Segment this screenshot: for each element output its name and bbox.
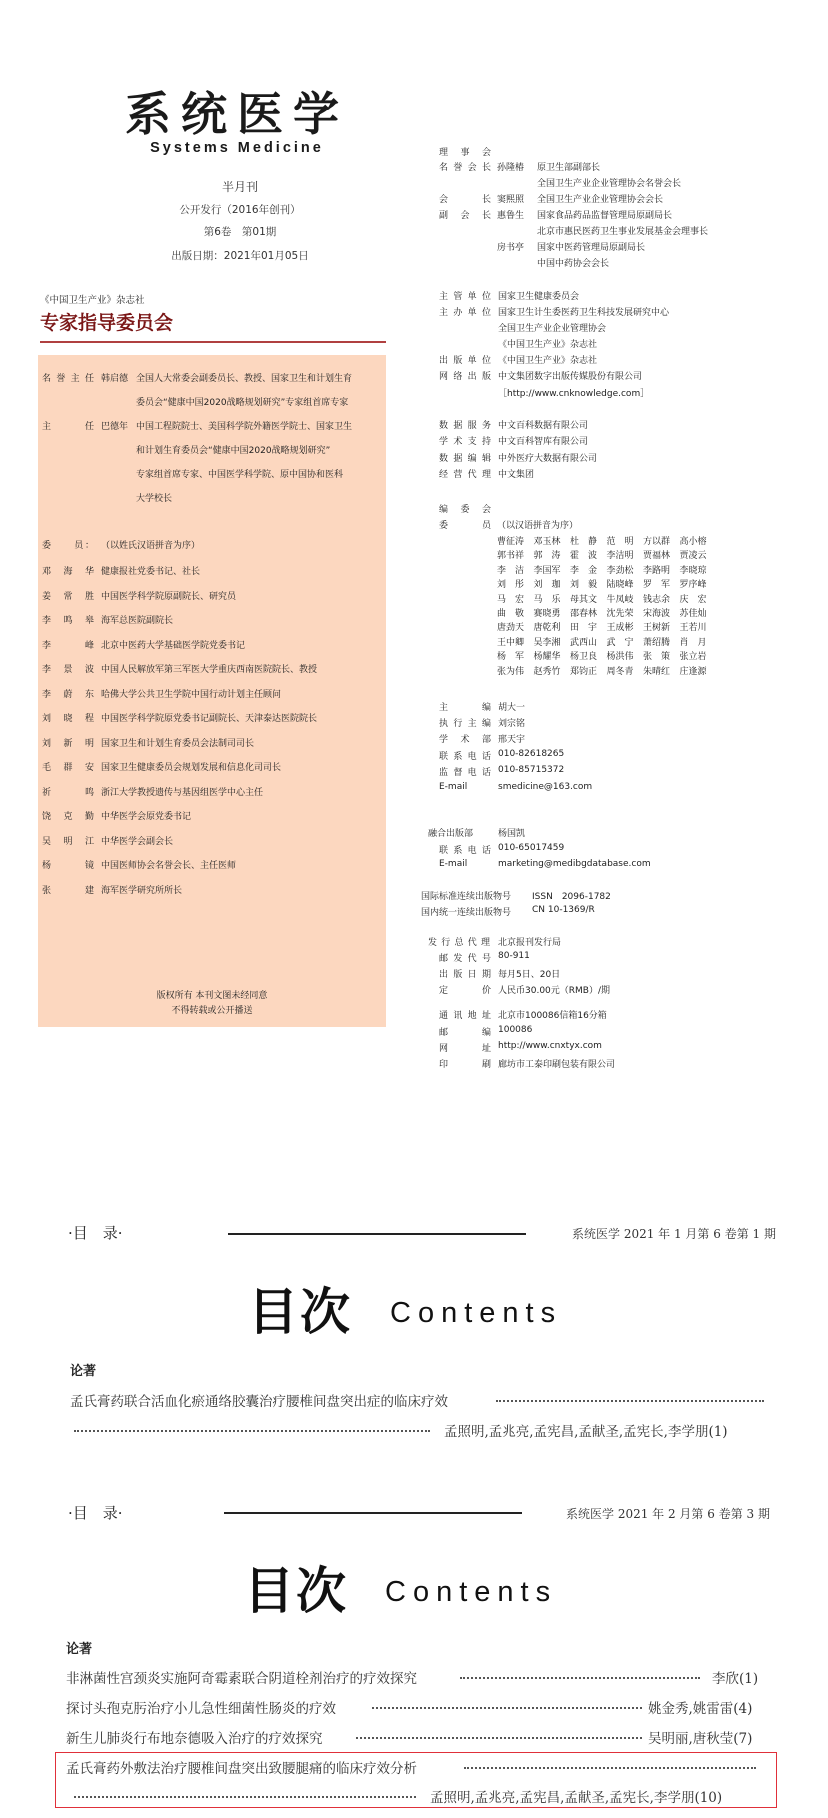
members-label: 委 员： [42,541,94,551]
member-desc: 中华医学会原党委书记 [101,812,192,822]
member-desc: 国家卫生和计划生育委员会法制司司长 [101,738,255,749]
online-label: 网络出版 [439,372,491,382]
volume-info: 第6卷 第01期 [203,226,277,238]
board-member-name: 赛晓勇 [533,608,561,619]
email-label: E-mail [439,782,468,792]
sponsor-value-3: 《中国卫生产业》杂志社 [498,340,598,350]
toc2-entry-title-1[interactable]: 非淋菌性宫颈炎实施阿奇霉素联合阴道栓剂治疗的疗效探究 [66,1671,417,1687]
zip-value: 100086 [498,1025,533,1035]
honorary-director-desc-2: 委员会“健康中国2020战略规划研究”专家组首席专家 [136,398,349,408]
toc2-issue-info: 系统医学 2021 年 2 月第 6 卷第 3 期 [566,1507,770,1521]
board-member-name: 李路明 [643,565,671,576]
member-desc: 海军总医院副院长 [101,616,174,626]
member-desc: 中国医师协会名誉会长、主任医师 [101,861,237,871]
supervise-label: 监督电话 [439,768,491,778]
competent-label: 主管单位 [439,292,491,302]
toc1-leader-dots-1 [496,1394,764,1402]
magazine-name: 《中国卫生产业》杂志社 [40,295,145,306]
honorary-director-label: 名誉主任 [42,374,94,384]
toc2-section-label: 论著 [66,1642,93,1657]
committee-title: 专家指导委员会 [40,312,174,334]
publisher-value: 《中国卫生产业》杂志社 [498,356,598,366]
chief-editor-label: 主 编 [439,703,491,713]
honorary-president-desc-1: 原卫生部副部长 [537,163,601,173]
board-member-name: 王若川 [679,623,707,634]
member-desc: 中国医学科学院原副院长、研究员 [101,591,237,602]
board-row [497,620,716,634]
member-name: 杨 镜 [42,861,94,871]
member-name: 刘晓程 [42,714,94,724]
member-desc: 海军医学研究所所长 [101,885,183,896]
board-member-name: 唐劲天 [497,623,525,634]
exec-editor-label: 执行主编 [439,719,491,729]
board-member-name: 郑钧正 [570,666,598,677]
toc2-mulu-heading: ·目 录· [68,1504,123,1522]
member-name: 李景波 [42,665,94,675]
director-desc-2: 和计划生育委员会“健康中国2020战略规划研究” [136,446,331,456]
supervise-value: 010-85715372 [498,765,565,775]
board-member-name: 杨卫良 [570,652,598,663]
toc2-entry-title-2[interactable]: 探讨头孢克肟治疗小儿急性细菌性肠炎的疗效 [66,1701,336,1717]
pubdate-value: 每月5日、20日 [498,970,561,980]
agency-value: 中文集团 [498,470,535,480]
toc2-highlight-dots-2 [74,1790,416,1798]
toc1-section-label: 论著 [70,1364,97,1379]
frequency: 半月刊 [221,180,258,194]
email-value[interactable]: smedicine@163.com [498,782,593,792]
toc2-entry-authors-2: 姚金秀,姚雷雷(4) [648,1701,753,1717]
media-label: 融合出版部 [428,829,474,839]
board-member-name: 武西山 [570,637,598,648]
board-member-name: 王树新 [643,623,671,634]
member-name: 李 峰 [42,640,94,651]
toc2-highlight-title[interactable]: 孟氏膏药外敷法治疗腰椎间盘突出致腰腿痛的临床疗效分析 [66,1761,417,1777]
toc2-highlight-authors: 孟照明,孟兆亮,孟宪昌,孟献圣,孟宪长,李学朋(10) [430,1790,723,1806]
board-member-name: 沈先荣 [606,608,634,619]
member-desc: 中国人民解放军第三军医大学重庆西南医院院长、教授 [101,665,318,675]
board-row [497,635,716,649]
board-member-name: 罗 军 [643,580,671,591]
member-desc: 中华医学会副会长 [101,836,174,847]
director-desc-3: 专家组首席专家、中国医学科学院、原中国协和医科 [136,470,344,480]
academic-support-label: 学术支持 [439,437,491,447]
member-name: 李蔚东 [42,689,94,700]
agency-label: 经营代理 [439,470,491,480]
journal-logo-title: 系统医学 [125,87,349,141]
price-value: 人民币30.00元（RMB）/期 [498,986,610,996]
media-phone-value: 010-65017459 [498,843,565,853]
toc2-contents: Contents [385,1576,558,1608]
board-member-name: 吴李湘 [533,637,561,648]
toc1-leader-dots-2 [74,1424,430,1432]
board-members-grid [497,534,716,678]
board-member-name: 李 洁 [497,565,525,576]
board-member-name: 邵春林 [570,608,598,619]
director-desc-4: 大学校长 [136,494,173,504]
journal-logo-subtitle: Systems Medicine [150,140,324,156]
data-service-label: 数据服务 [439,421,491,431]
board-member-name: 张 策 [643,652,671,663]
board-member-name: 方以群 [643,537,671,547]
board-member-name: 李国军 [533,565,561,576]
price-label: 定 价 [439,986,491,996]
board-member-name: 肖 月 [679,637,707,648]
president-label: 会 长 [439,195,491,205]
board-member-name: 郭 涛 [533,551,561,562]
board-member-name: 杨 军 [497,652,525,663]
honorary-director-name: 韩启德 [101,374,129,384]
member-desc: 健康报社党委书记、社长 [101,567,201,577]
vice-president-2-desc-1: 国家中医药管理局原副局长 [537,243,646,253]
board-member-name: 周冬青 [606,666,634,677]
members-note: （以姓氏汉语拼音为序） [101,541,201,551]
toc2-highlight-dots-1 [464,1761,756,1769]
honorary-president-label: 名誉会长 [439,163,491,173]
board-member-name: 赵秀竹 [533,666,561,677]
board-row [497,548,716,562]
member-name: 邓海华 [42,567,94,577]
member-desc: 哈佛大学公共卫生学院中国行动计划主任顾问 [101,689,282,700]
phone-label: 联系电话 [439,752,491,762]
address-label: 通讯地址 [439,1011,491,1021]
board-members-label: 委 员 [439,521,491,531]
board-member-name: 唐乾利 [533,623,561,634]
board-member-name: 张为伟 [497,666,525,677]
board-member-name: 武 宁 [606,637,634,648]
toc2-leader-dots-3 [356,1731,642,1739]
media-value: 杨国凯 [498,829,526,839]
board-row [497,592,716,606]
board-member-name: 苏佳灿 [679,608,707,619]
web-label: 网 址 [439,1044,491,1054]
board-member-name: 罗序峰 [679,580,707,591]
vice-president-2-name: 房书亭 [497,243,525,253]
toc2-rule [224,1512,522,1514]
board-member-name: 刘 珈 [533,580,561,591]
board-member-name: 郭书祥 [497,551,525,562]
board-member-name: 贾福林 [643,551,671,562]
member-name: 李鸣皋 [42,616,94,626]
title-rule [40,341,386,343]
toc1-muci: 目次 [248,1282,352,1341]
board-member-name: 贾凌云 [679,551,707,562]
board-member-name: 范 明 [606,537,634,547]
board-member-name: 刘 彤 [497,580,525,591]
board-member-name: 邓玉林 [533,537,561,547]
board-member-name: 张立岩 [679,652,707,663]
board-member-name: 庆 宏 [679,594,707,605]
board-member-name: 杨耀华 [533,652,561,663]
member-desc: 国家卫生健康委员会规划发展和信息化司司长 [101,763,282,773]
member-name: 刘新明 [42,738,94,749]
copyright-line-2: 不得转载或公开播送 [171,1006,253,1016]
toc1-contents: Contents [390,1297,563,1329]
competent-value: 国家卫生健康委员会 [498,292,580,302]
board-member-name: 高小榕 [679,537,707,547]
academic-dept-label: 学 术 部 [439,735,491,745]
vice-president-2-desc-2: 中国中药协会会长 [537,259,610,269]
issuer-label: 发行总代理 [428,938,490,948]
toc2-muci: 目次 [244,1561,348,1620]
board-member-name: 朱晴红 [643,666,671,677]
member-name: 祈 鸣 [42,787,94,798]
member-name: 饶克勤 [42,812,94,822]
toc2-leader-dots-1 [460,1671,700,1679]
honorary-director-desc: 全国人大常委会副委员长、教授、国家卫生和计划生育 [136,374,353,384]
web-value[interactable]: http://www.cnxtyx.com [498,1041,602,1051]
zip-label: 邮 编 [439,1028,491,1038]
toc1-entry-authors: 孟照明,孟兆亮,孟宪昌,孟献圣,孟宪长,李学朋(1) [444,1424,728,1440]
board-member-name: 杜 静 [570,537,598,547]
chief-editor-value: 胡大一 [498,703,526,713]
member-name: 姜常胜 [42,591,94,602]
print-label: 印 刷 [439,1060,491,1070]
toc1-entry-title[interactable]: 孟氏膏药联合活血化瘀通络胶囊治疗腰椎间盘突出症的临床疗效 [70,1394,448,1410]
phone-value: 010-82618265 [498,749,565,759]
board-row [497,606,716,620]
board-member-name: 杨洪伟 [606,652,634,663]
board-member-name: 庄逢源 [679,666,707,677]
vice-president-1-desc-1: 国家食品药品监督管理局原副局长 [537,211,673,221]
board-row [497,664,716,678]
publisher-label: 出版单位 [439,356,491,366]
board-member-name: 牛凤岐 [606,594,634,605]
copyright-line-1: 版权所有 本刊文图未经同意 [156,991,268,1001]
board-note: （以汉语拼音为序） [497,521,579,531]
exec-editor-value: 刘宗铭 [498,719,526,729]
board-member-name: 马 乐 [533,594,561,605]
toc2-entry-authors-3: 吴明丽,唐秋莹(7) [648,1731,753,1747]
board-row [497,534,716,548]
media-email-value[interactable]: marketing@medibgdatabase.com [498,859,651,869]
toc2-entry-authors-1: 李欣(1) [712,1671,759,1687]
sponsor-label: 主办单位 [439,308,491,318]
president-desc: 全国卫生产业企业管理协会会长 [537,195,664,205]
media-email-label: E-mail [439,859,468,869]
toc2-leader-dots-2 [372,1701,642,1709]
sponsor-value-1: 国家卫生计生委医药卫生科技发展研究中心 [498,308,670,318]
director-label: 主 任 [42,422,94,432]
cn-value: CN 10-1369/R [532,905,595,915]
issuer-value: 北京报刊发行局 [498,938,562,948]
member-name: 毛群安 [42,763,94,773]
data-service-value: 中文百科数据有限公司 [498,421,589,431]
data-edit-value: 中外医疗大数据有限公司 [498,454,598,464]
publication-info: 公开发行（2016年创刊） [179,204,301,216]
director-desc: 中国工程院院士、美国科学院外籍医学院士、国家卫生 [136,422,353,432]
toc1-rule [228,1233,526,1235]
board-member-name: 霍 波 [570,551,598,562]
online-url: ［http://www.cnknowledge.com］ [498,389,650,399]
toc1-issue-info: 系统医学 2021 年 1 月第 6 卷第 1 期 [572,1227,776,1241]
board-member-name: 李劲松 [606,565,634,576]
board-label: 编 委 会 [439,505,491,515]
cn-label: 国内统一连续出版物号 [421,908,512,918]
postcode-value: 80-911 [498,951,530,961]
board-member-name: 宋海波 [643,608,671,619]
data-edit-label: 数据编辑 [439,454,491,464]
vice-president-1-desc-2: 北京市惠民医药卫生事业发展基金会理事长 [537,227,709,237]
issn-label: 国际标准连续出版物号 [421,892,512,902]
board-member-name: 萧绍腾 [643,637,671,648]
board-member-name: 马 宏 [497,594,525,605]
vice-president-1-name: 惠鲁生 [497,211,525,221]
print-value: 廊坊市工泰印刷包装有限公司 [498,1060,616,1070]
academic-dept-value: 邢天宇 [498,735,526,745]
toc2-entry-title-3[interactable]: 新生儿肺炎行布地奈德吸入治疗的疗效探究 [66,1731,323,1747]
honorary-president-name: 孙隆椿 [497,163,525,173]
member-desc: 北京中医药大学基础医学院党委书记 [101,640,246,651]
board-member-name: 田 宇 [570,623,598,634]
online-value: 中文集团数字出版传媒股份有限公司 [498,372,643,382]
academic-support-value: 中文百科智库有限公司 [498,437,589,447]
board-row [497,649,716,663]
board-member-name: 曹征涛 [497,537,525,547]
toc1-mulu-heading: ·目 录· [68,1224,123,1242]
board-member-name: 钱志余 [643,594,671,605]
board-member-name: 陆晓峰 [606,580,634,591]
board-member-name: 王中卿 [497,637,525,648]
board-member-name: 刘 毅 [570,580,598,591]
board-member-name: 李洁明 [606,551,634,562]
member-name: 张 建 [42,885,94,896]
council-label: 理 事 会 [439,148,491,158]
vice-president-label: 副 会 长 [439,211,491,221]
issn-value: ISSN 2096-1782 [532,892,611,902]
postcode-label: 邮发代号 [439,954,491,964]
member-desc: 中国医学科学院原党委书记副院长、天津泰达医院院长 [101,714,318,724]
address-value: 北京市100086信箱16分箱 [498,1011,607,1021]
board-member-name: 李晓琼 [679,565,707,576]
sponsor-value-2: 全国卫生产业企业管理协会 [498,324,607,334]
board-member-name: 王成彬 [606,623,634,634]
board-member-name: 母其文 [570,594,598,605]
director-name: 巴德年 [101,422,129,432]
board-member-name: 曲 敬 [497,608,525,619]
media-phone-label: 联系电话 [439,846,491,856]
board-member-name: 李 金 [570,565,598,576]
member-name: 吴明江 [42,836,94,847]
board-row [497,563,716,577]
board-row [497,577,716,591]
pubdate-label: 出版日期 [439,970,491,980]
president-name: 窦熙照 [497,195,525,205]
publish-date: 出版日期：2021年01月05日 [171,250,309,262]
honorary-president-desc-2: 全国卫生产业企业管理协会名誉会长 [537,179,682,189]
member-desc: 浙江大学教授遗传与基因组医学中心主任 [101,787,264,798]
